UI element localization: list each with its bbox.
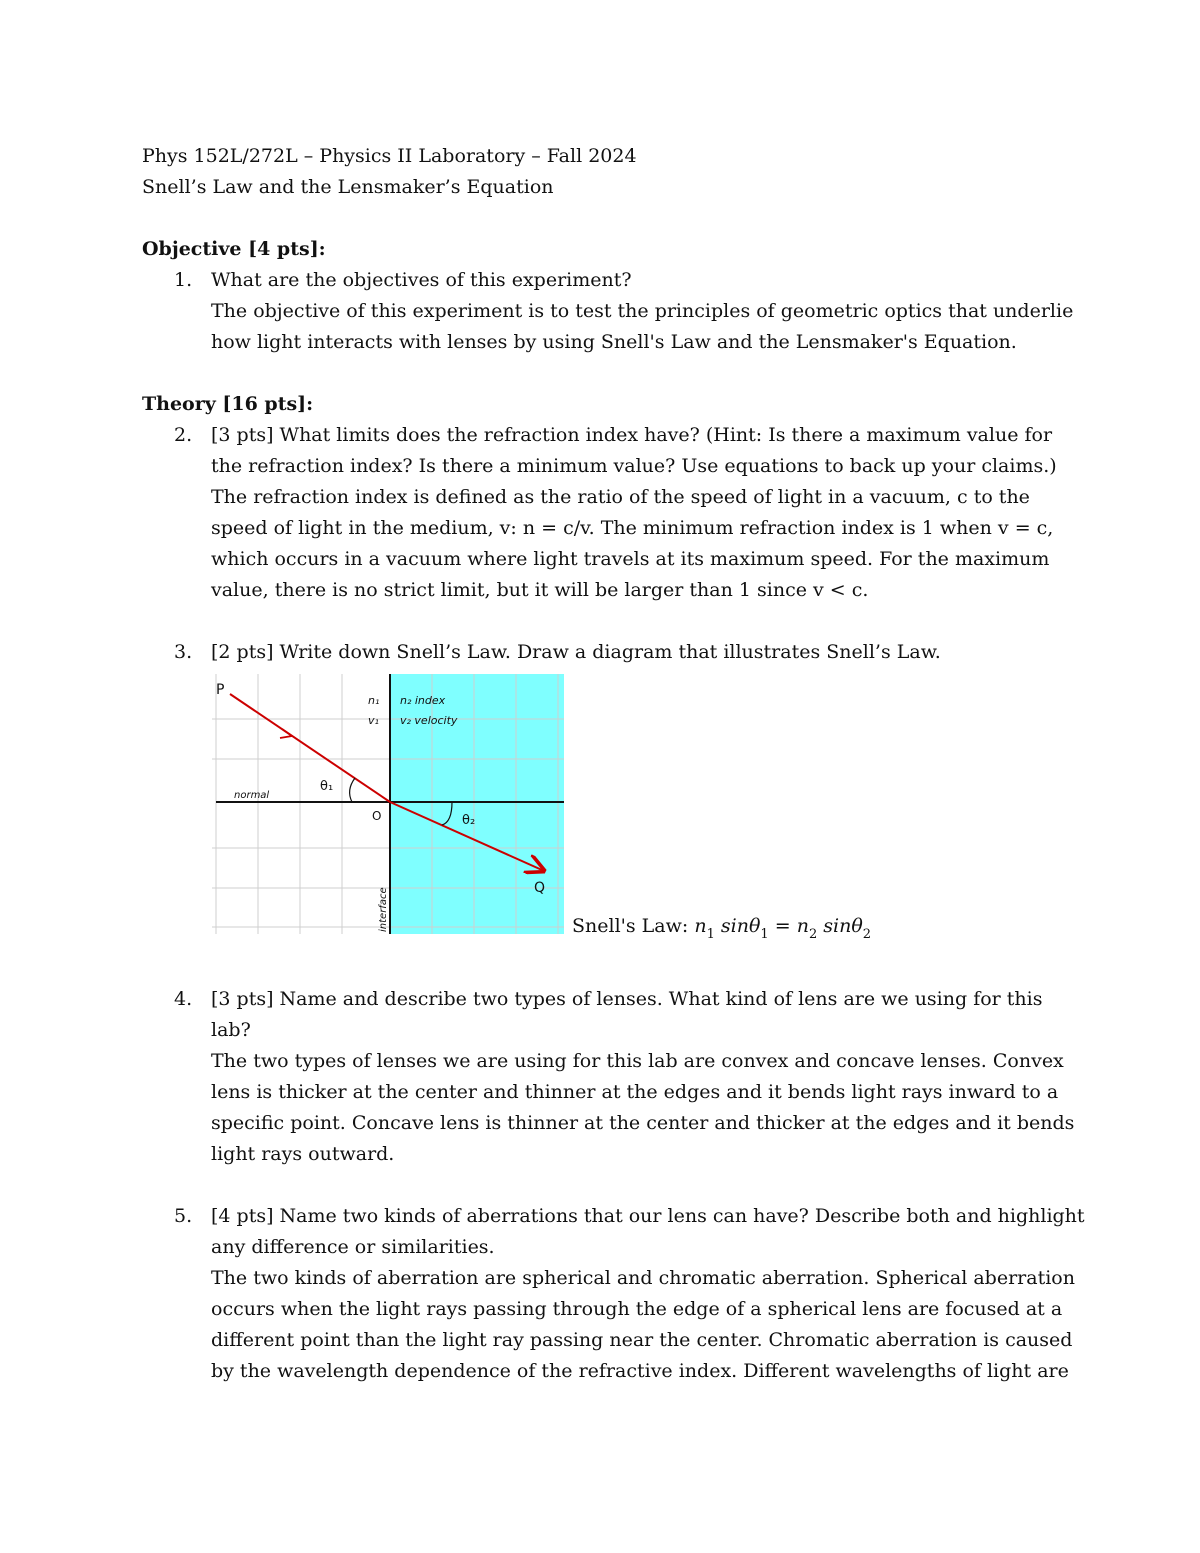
q2-number: 2. [174, 424, 193, 446]
label-n1: n₁ [368, 694, 380, 707]
q1-number: 1. [174, 269, 193, 291]
q5-line: by the wavelength dependence of the refractive index. Different wavelengths of light are [211, 1360, 1069, 1382]
q5-line: occurs when the light rays passing through the edge of a spherical lens are focused at a [211, 1298, 1063, 1320]
q3-number: 3. [174, 641, 193, 663]
q4-line: The two types of lenses we are using for this lab are convex and concave lenses. Convex [211, 1050, 1064, 1072]
label-normal: normal [234, 790, 270, 801]
snells-law-formula [572, 912, 871, 949]
course-title: Phys 152L/272L – Physics II Laboratory – Fall 2024 [142, 145, 637, 167]
q4-line: light rays outward. [211, 1143, 395, 1165]
q1-question: What are the objectives of this experiment? [211, 269, 632, 291]
label-v2: v₂ velocity [400, 714, 458, 727]
label-n2: n₂ index [400, 694, 446, 707]
q2-line: [3 pts] What limits does the refraction index have? (Hint: Is there a maximum value for [211, 424, 1053, 446]
q5-number: 5. [174, 1205, 193, 1227]
q5-line: The two kinds of aberration are spherical and chromatic aberration. Spherical aberration [211, 1267, 1075, 1289]
q1-answer-line: how light interacts with lenses by using Snell's Law and the Lensmaker's Equation. [211, 331, 1017, 353]
label-interface: interface [378, 887, 389, 932]
q5-line: different point than the light ray passing near the center. Chromatic aberration is caused [211, 1329, 1073, 1351]
q5-line: any difference or similarities. [211, 1236, 495, 1258]
q4-number: 4. [174, 988, 193, 1010]
q4-line: lab? [211, 1019, 251, 1041]
objective-heading: Objective [4 pts]: [142, 238, 326, 260]
label-o: O [372, 809, 382, 823]
label-theta2: θ₂ [462, 813, 476, 828]
lab-title: Snell’s Law and the Lensmaker’s Equation [142, 176, 554, 198]
label-v1: v₁ [368, 714, 379, 727]
q4-line: [3 pts] Name and describe two types of lenses. What kind of lens are we using for this [211, 988, 1043, 1010]
label-p: P [216, 682, 225, 698]
theory-heading: Theory [16 pts]: [142, 393, 314, 415]
theta1-arc [350, 778, 355, 802]
q5-line: [4 pts] Name two kinds of aberrations that our lens can have? Describe both and highlight [211, 1205, 1085, 1227]
q2-line: which occurs in a vacuum where light travels at its maximum speed. For the maximum [211, 548, 1050, 570]
label-q: Q [534, 880, 546, 896]
formula-expression: $n_1$ $\sin\theta_1 = n_2$ sinθ$_2$ [694, 915, 872, 942]
q2-line: value, there is no strict limit, but it will be larger than 1 since v < c. [211, 579, 869, 601]
q1-answer-line: The objective of this experiment is to test the principles of geometric optics that underlie [211, 300, 1074, 322]
q2-line: speed of light in the medium, v: n = c/v. The minimum refraction index is 1 when v = c, [211, 517, 1054, 539]
q4-line: specific point. Concave lens is thinner at the center and thicker at the edges and it bends [211, 1112, 1075, 1134]
label-theta1: θ₁ [320, 779, 334, 794]
q2-line: the refraction index? Is there a minimum value? Use equations to back up your claims.) [211, 455, 1057, 477]
formula-prefix: Snell's Law: [572, 915, 695, 937]
q3-question: [2 pts] Write down Snell’s Law. Draw a diagram that illustrates Snell’s Law. [211, 641, 941, 663]
q2-line: The refraction index is defined as the ratio of the speed of light in a vacuum, c to the [211, 486, 1030, 508]
q4-line: lens is thicker at the center and thinner at the edges and it bends light rays inward to a [211, 1081, 1059, 1103]
snells-law-diagram [212, 674, 564, 934]
incident-ray [230, 694, 390, 802]
